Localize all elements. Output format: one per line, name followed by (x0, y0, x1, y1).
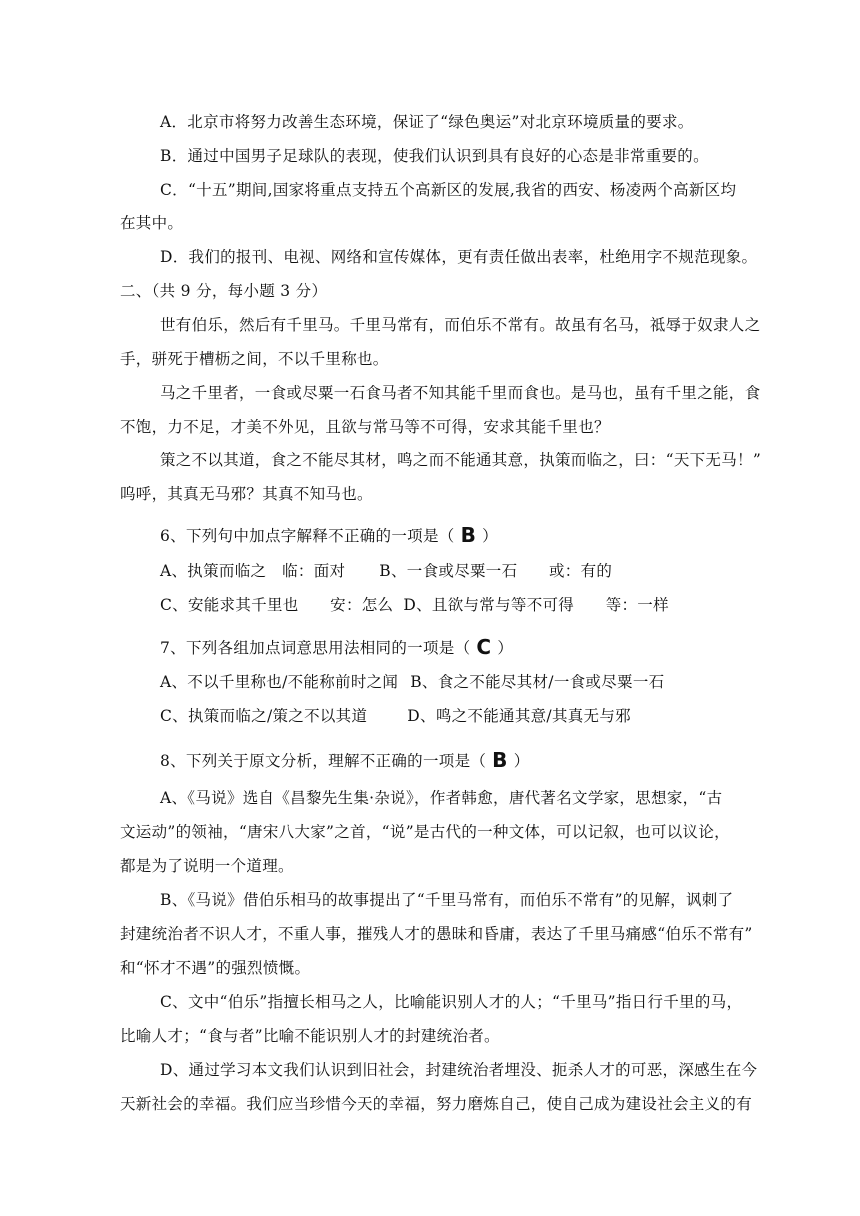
question-8-option-d-line: 天新社会的幸福。我们应当珍惜今天的幸福，努力磨炼自己，使自己成为建设社会主义的有 (120, 1095, 753, 1113)
question-6-option-c: C、安能求其千里也 安：怎么 (160, 596, 394, 614)
option-a-line: A．北京市将努力改善生态环境，保证了“绿色奥运”对北京环境质量的要求。 (160, 113, 694, 131)
question-7-option-a: A、不以千里称也/不能称前时之闻 (160, 673, 399, 691)
question-7-options-row-1 (0, 670, 860, 694)
question-6-option-a: A、执策而临之 临：面对 (160, 562, 346, 580)
question-6-answer: B (460, 523, 477, 547)
question-6-option-b: B、一食或尽粟一石 或：有的 (379, 562, 613, 580)
question-8-option-b-line: 封建统治者不识人才，不重人事，摧残人才的愚昧和昏庸，表达了千里马痛感“伯乐不常有” (120, 925, 753, 943)
question-8-option-a-line: 文运动”的领袖，“唐宋八大家”之首，“说”是古代的一种文体，可以记叙，也可以议论， (120, 823, 730, 841)
section-two-heading: 二、（共 9 分，每小题 3 分） (120, 282, 328, 300)
passage-line: 马之千里者，一食或尽粟一石食马者不知其能千里而食也。是马也，虽有千里之能，食 (160, 384, 761, 402)
question-7-stem: 7、下列各组加点词意思用法相同的一项是（ C ） (160, 635, 514, 659)
question-6-options-row-1 (0, 559, 860, 583)
question-8-option-b-line: 和“怀才不遇”的强烈愤慨。 (120, 959, 311, 977)
passage-line: 呜呼，其真无马邪？其真不知马也。 (120, 485, 373, 503)
question-8-option-a-line: 都是为了说明一个道理。 (120, 857, 294, 875)
question-6-options-row-2 (0, 593, 860, 617)
question-7-option-c: C、执策而临之/策之不以其道 (160, 707, 368, 725)
passage-line: 手，骈死于槽枥之间，不以千里称也。 (120, 350, 389, 368)
passage-line: 不饱，力不足，才美不外见，且欲与常马等不可得，安求其能千里也？ (120, 418, 610, 436)
question-8-answer: B (492, 748, 508, 772)
option-c-continued: 在其中。 (120, 214, 184, 232)
option-b-line: B．通过中国男子足球队的表现，使我们认识到具有良好的心态是非常重要的。 (160, 147, 709, 165)
question-7-option-b: B、食之不能尽其材/一食或尽粟一石 (410, 673, 665, 691)
question-6-stem: 6、下列句中加点字解释不正确的一项是（ B ） (160, 523, 498, 547)
question-8-option-b-line: B、《马说》借伯乐相马的故事提出了“千里马常有，而伯乐不常有”的见解，讽刺了 (160, 891, 734, 909)
option-d-line: D．我们的报刊、电视、网络和宣传媒体，更有责任做出表率，杜绝用字不规范现象。 (160, 248, 758, 266)
question-8-option-c-line: 比喻人才；“食与者”比喻不能识别人才的封建统治者。 (120, 1027, 500, 1045)
question-7-answer: C (476, 635, 492, 659)
option-c-line: C．“十五”期间,国家将重点支持五个高新区的发展,我省的西安、杨凌两个高新区均 (160, 181, 737, 199)
question-7-options-row-2 (0, 704, 860, 728)
question-8-option-c-line: C、文中“伯乐”指擅长相马之人，比喻能识别人才的人；“千里马”指日行千里的马， (160, 993, 743, 1011)
passage-line: 世有伯乐，然后有千里马。千里马常有，而伯乐不常有。故虽有名马，祗辱于奴隶人之 (160, 316, 761, 334)
question-6-option-d: D、且欲与常与等不可得 等：一样 (403, 596, 669, 614)
passage-line: 策之不以其道，食之不能尽其材，鸣之而不能通其意，执策而临之，曰：“天下无马！” (160, 451, 762, 469)
question-8-option-a-line: A、《马说》选自《昌黎先生集·杂说》，作者韩愈，唐代著名文学家，思想家，“古 (160, 789, 723, 807)
question-8-option-d-line: D、通过学习本文我们认识到旧社会，封建统治者埋没、扼杀人才的可恶，深感生在今 (160, 1061, 758, 1079)
question-7-option-d: D、鸣之不能通其意/其真无与邪 (407, 707, 631, 725)
question-8-stem: 8、下列关于原文分析，理解不正确的一项是（ B ） (160, 748, 530, 772)
